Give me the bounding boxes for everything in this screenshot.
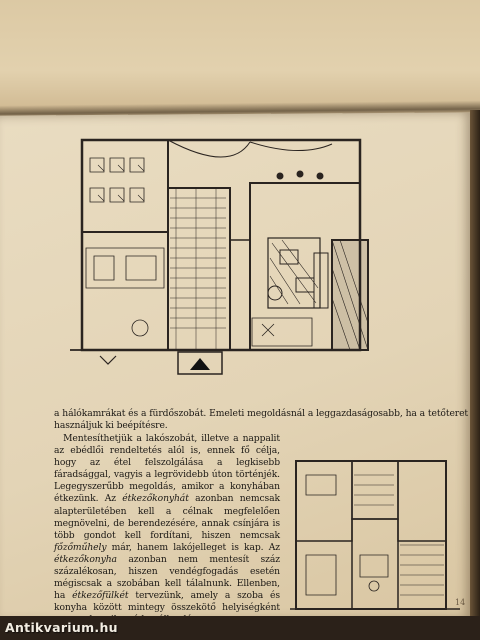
paragraph-2-italic-term-2: főzőműhely [54,541,107,553]
paragraph-2-text-a: Mentesíthetjük a lakószobát, illetve a nappalit az ebédlői rendeltetés alól is, ennek fő célja, hogy az étel felszolgálása a legkisebb fáradsággal, vagyis a legrövidebb úton történjék. Legegyszerűbb megoldás, amikor a konyhában étkezünk. Az [54,433,280,505]
paragraph-2-italic-term-1: étkezőkonyhát [122,493,189,505]
paragraph-2-text-e: már, hanem lakójelleget is kap. Az [111,541,280,553]
plan-door-arc [168,140,250,157]
small-floor-plan-illustration [290,455,460,617]
page-edge-shadow [470,110,480,630]
body-paragraph-2 [54,433,280,627]
plan-room-bath [82,232,168,350]
main-floor-plan-illustration [70,128,380,390]
paragraph-2-text-i: tervezünk, amely a szoba és konyha között mintegy összekötő helyiségként [54,590,280,614]
plan-armchair [280,250,298,264]
watermark-logo: Antikvarium.hu [5,620,118,635]
plan-room-kitchen [168,188,230,350]
small-plan-outer-wall [296,461,446,609]
plan-room-bedroom [82,140,168,232]
paragraph-2-text-c: azonban nemcsak alapterületében kell a célnak megfelelően megnövelni, de berendezésére, annak csínjára is több gondot kell fordítani, hiszen nemcsak [54,493,281,541]
paragraph-2-italic-term-4: étkezőfülkét [72,590,129,602]
plan-hall [230,240,250,350]
plan-entrance-arrow [100,356,116,364]
page-number: 14 [455,598,466,607]
small-plan-stairs [400,545,444,595]
body-paragraph-1: a hálókamrákat és a fürdőszobát. Emeleti megoldásnál a leggazdaságosabb, ha a tetőteret használjuk ki beépítésre. [54,408,468,432]
plan-main-entrance-arrow-icon [190,358,210,370]
plan-sofa [314,253,328,308]
paragraph-2-italic-term-3: étkezőkonyha [54,553,117,565]
paragraph-2-text-g: azonban nem mentesít száz százalékosan, hiszen vendégfogadás esetén mégiscsak a szobában kell tálalnunk. Ellenben, ha [54,553,280,602]
